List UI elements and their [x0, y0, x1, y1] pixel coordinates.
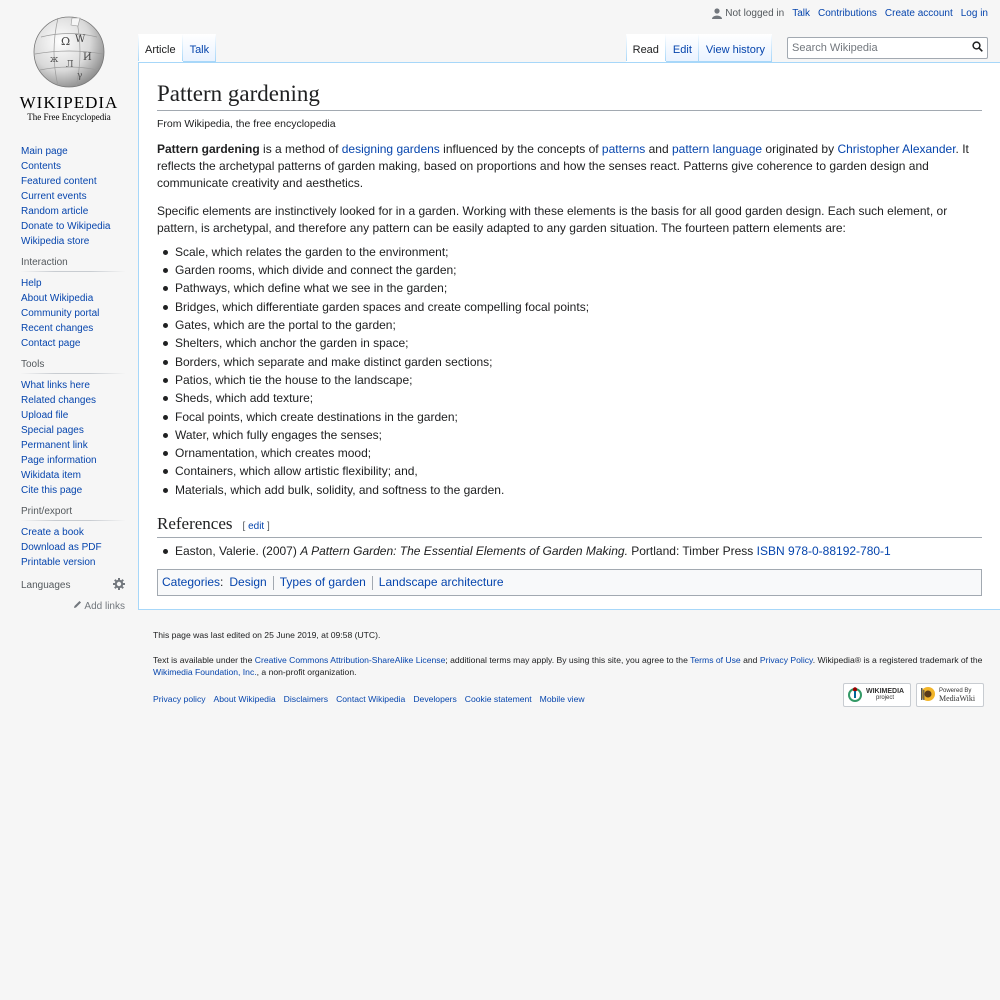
- intro-paragraph: [157, 141, 982, 192]
- list-item: Sheds, which add texture;: [175, 389, 982, 407]
- list-item: Focal points, which create destinations in the garden;: [175, 408, 982, 426]
- sidebar-item-related-changes[interactable]: Related changes: [21, 395, 97, 406]
- footer-link-cookie-statement[interactable]: Cookie statement: [464, 694, 532, 704]
- category-link-landscape-architecture[interactable]: Landscape architecture: [378, 575, 504, 590]
- link-christopher-alexander[interactable]: Christopher Alexander: [837, 141, 956, 156]
- list-item: Patios, which tie the house to the landscape;: [175, 371, 982, 389]
- footer-icons: [843, 683, 984, 707]
- sidebar-item-recent-changes[interactable]: Recent changes: [21, 323, 94, 334]
- sidebar-item-contact-page[interactable]: Contact page: [21, 338, 81, 349]
- tab-edit[interactable]: [666, 34, 699, 62]
- add-links-label: Add links: [84, 600, 125, 612]
- sidebar-tools: [21, 359, 125, 498]
- link-pattern-language[interactable]: pattern language: [671, 141, 763, 156]
- svg-text:Ω: Ω: [61, 35, 71, 48]
- search-icon: [972, 39, 983, 57]
- sidebar-item-printable-version[interactable]: Printable version: [21, 557, 96, 568]
- categories-colon: :: [220, 575, 224, 590]
- section-edit: [243, 518, 270, 535]
- log-in-link[interactable]: Log in: [960, 8, 988, 19]
- list-item: Garden rooms, which divide and connect the garden;: [175, 261, 982, 279]
- sidebar-item-about[interactable]: About Wikipedia: [21, 293, 94, 304]
- search-input[interactable]: [788, 42, 967, 54]
- footer-link-mobile-view[interactable]: Mobile view: [539, 694, 585, 704]
- intro-text: and: [645, 141, 672, 156]
- wikimedia-badge-text: [866, 688, 904, 702]
- sidebar-item-main-page[interactable]: Main page: [21, 146, 68, 157]
- list-item: Shelters, which anchor the garden in space;: [175, 334, 982, 352]
- svg-text:И: И: [83, 52, 92, 63]
- wikimedia-logo-icon: [847, 686, 863, 704]
- sidebar-item-contents[interactable]: Contents: [21, 161, 62, 172]
- svg-text:ж: ж: [50, 55, 59, 65]
- reference-item: [175, 542, 982, 560]
- main-content: [138, 62, 1000, 610]
- personal-tools: [712, 8, 988, 19]
- tab-edit-label: Edit: [672, 44, 692, 56]
- list-item: Gates, which are the portal to the garden;: [175, 316, 982, 334]
- list-item: Ornamentation, which creates mood;: [175, 444, 982, 462]
- intro-text: . It reflects the archetypal patterns of garden making, based on proportions and how the senses react. Patterns give coherence to garden design and communicate creativity and aesthetics.: [157, 141, 969, 190]
- sidebar-item-current-events[interactable]: Current events: [21, 191, 87, 202]
- add-links[interactable]: [21, 600, 125, 612]
- search-button[interactable]: [967, 38, 987, 58]
- link-patterns[interactable]: patterns: [601, 141, 646, 156]
- tab-view-history-label: View history: [705, 44, 765, 56]
- puzzle-globe-icon: [28, 12, 110, 93]
- tab-article-label: Article: [145, 44, 176, 56]
- sidebar-item-community-portal[interactable]: Community portal: [21, 308, 100, 319]
- tab-talk-label: Talk: [189, 44, 210, 56]
- intro-text: influenced by the concepts of: [439, 141, 602, 156]
- sidebar-tools-heading: Tools: [21, 359, 125, 374]
- tab-view-history[interactable]: [699, 34, 772, 62]
- search-box: [787, 37, 988, 59]
- sidebar-item-upload-file[interactable]: Upload file: [21, 410, 69, 421]
- intro-text: is a method of: [259, 141, 342, 156]
- list-item: Pathways, which define what we see in the garden;: [175, 279, 982, 297]
- page-title: Pattern gardening: [157, 79, 982, 111]
- sidebar-item-page-information[interactable]: Page information: [21, 455, 97, 466]
- sidebar-interaction-heading: Interaction: [21, 257, 125, 272]
- wikipedia-logo[interactable]: [0, 0, 138, 128]
- sidebar-item-featured-content[interactable]: Featured content: [21, 176, 97, 187]
- elements-paragraph: Specific elements are instinctively looked for in a garden. Working with these elements is the basis for all good garden design. Each such element, or pattern, is archetypal, and therefore any pattern can be easily adapted to any garden situation. The fourteen pattern elements are:: [157, 203, 948, 235]
- reference-title: A Pattern Garden: The Essential Elements of Garden Making.: [300, 544, 628, 559]
- wikimedia-foundation-link[interactable]: Wikimedia Foundation, Inc.: [153, 667, 257, 677]
- sidebar-navigation: [21, 144, 125, 249]
- footer-link-disclaimers[interactable]: Disclaimers: [283, 694, 329, 704]
- sidebar-languages: [21, 578, 125, 612]
- license-text-part: Text is available under the: [153, 655, 255, 665]
- mediawiki-sunflower-icon: [920, 686, 936, 704]
- sidebar-item-wikidata-item[interactable]: Wikidata item: [21, 470, 82, 481]
- article-body: [157, 141, 982, 596]
- site-subtitle: From Wikipedia, the free encyclopedia: [157, 117, 336, 130]
- privacy-policy-inline-link[interactable]: Privacy Policy: [759, 655, 813, 665]
- sidebar-item-store[interactable]: Wikipedia store: [21, 236, 90, 247]
- sidebar-languages-heading: [21, 578, 125, 596]
- category-divider: [273, 576, 274, 590]
- intro-bold-term: Pattern gardening: [157, 141, 260, 156]
- svg-text:γ: γ: [77, 71, 83, 81]
- reference-author: Easton, Valerie. (2007): [175, 544, 301, 559]
- references-list: [157, 542, 982, 560]
- intro-text: originated by: [762, 141, 838, 156]
- list-item: Containers, which allow artistic flexibility; and,: [175, 462, 982, 480]
- last-edited-text: This page was last edited on 25 June 2019, at 09:58 (UTC).: [153, 630, 381, 640]
- list-item: Borders, which separate and make distinct garden sections;: [175, 353, 982, 371]
- reference-publisher: Portland: Timber Press: [627, 544, 757, 559]
- footer-link-developers[interactable]: Developers: [413, 694, 457, 704]
- languages-heading-label: Languages: [21, 580, 71, 591]
- not-logged-in-text: Not logged in: [725, 8, 785, 19]
- sidebar-print-heading: Print/export: [21, 506, 125, 521]
- references-heading-label: References: [157, 514, 233, 534]
- edit-bracket-close: ]: [264, 521, 270, 533]
- sidebar-item-donate[interactable]: Donate to Wikipedia: [21, 221, 111, 232]
- view-tabs: [626, 34, 772, 62]
- tab-article[interactable]: [138, 34, 183, 62]
- sidebar-item-download-pdf[interactable]: Download as PDF: [21, 542, 102, 553]
- pattern-elements-list: [157, 243, 982, 499]
- pencil-icon: [73, 600, 82, 612]
- gear-icon[interactable]: [113, 578, 125, 593]
- sidebar-print-export: [21, 506, 125, 570]
- wikimedia-project-badge[interactable]: [843, 683, 911, 707]
- create-account-link[interactable]: Create account: [884, 8, 953, 19]
- tab-read[interactable]: [626, 34, 666, 62]
- list-item: Scale, which relates the garden to the environment;: [175, 243, 982, 261]
- talk-link[interactable]: Talk: [792, 8, 810, 19]
- footer-link-about[interactable]: About Wikipedia: [213, 694, 276, 704]
- terms-of-use-link[interactable]: Terms of Use: [690, 655, 741, 665]
- license-text-part: ; additional terms may apply. By using this site, you agree to the: [445, 655, 691, 665]
- sidebar-item-help[interactable]: Help: [21, 278, 42, 289]
- svg-text:W: W: [75, 34, 86, 45]
- sidebar-interaction: [21, 257, 125, 351]
- list-item: Materials, which add bulk, solidity, and softness to the garden.: [175, 481, 982, 499]
- license-text-part: and: [740, 655, 760, 665]
- references-heading: [157, 515, 982, 538]
- list-item: Bridges, which differentiate garden spaces and create compelling focal points;: [175, 298, 982, 316]
- sidebar-item-create-book[interactable]: Create a book: [21, 527, 84, 538]
- list-item: Water, which fully engages the senses;: [175, 426, 982, 444]
- powered-by-mediawiki-badge[interactable]: [916, 683, 984, 707]
- tab-talk[interactable]: [183, 34, 217, 62]
- sidebar-item-random-article[interactable]: Random article: [21, 206, 89, 217]
- category-link-design[interactable]: Design: [229, 575, 267, 590]
- namespace-tabs: [138, 34, 216, 62]
- category-links: [157, 569, 982, 596]
- cc-license-link[interactable]: Creative Commons Attribution-ShareAlike License: [254, 655, 446, 665]
- wikimedia-badge-line2: project: [876, 695, 895, 701]
- category-divider: [372, 576, 373, 590]
- reference-isbn-link[interactable]: ISBN 978-0-88192-780-1: [756, 544, 891, 559]
- license-text: [153, 654, 988, 678]
- user-icon: [712, 8, 722, 19]
- footer-link-privacy-policy[interactable]: Privacy policy: [153, 694, 206, 704]
- link-designing-gardens[interactable]: designing gardens: [341, 141, 440, 156]
- sidebar-item-what-links-here[interactable]: What links here: [21, 380, 90, 391]
- wikipedia-wordmark: WIKIPEDIA: [19, 93, 119, 112]
- sidebar-item-special-pages[interactable]: Special pages: [21, 425, 84, 436]
- edit-bracket-open: [: [242, 521, 249, 533]
- mediawiki-badge-text: [939, 688, 975, 702]
- svg-text:Л: Л: [66, 60, 74, 70]
- footer: [153, 630, 988, 704]
- mediawiki-badge-line2: MediaWiki: [939, 694, 976, 703]
- sidebar: [0, 142, 138, 620]
- contributions-link[interactable]: Contributions: [818, 8, 877, 19]
- sidebar-item-permanent-link[interactable]: Permanent link: [21, 440, 88, 451]
- license-text-part: , a non-profit organization.: [256, 667, 357, 677]
- tab-read-label: Read: [632, 44, 659, 56]
- categories-label-link[interactable]: Categories: [162, 575, 221, 590]
- sidebar-item-cite-this-page[interactable]: Cite this page: [21, 485, 83, 496]
- footer-link-contact[interactable]: Contact Wikipedia: [336, 694, 406, 704]
- mediawiki-badge-line1: Powered By: [939, 688, 972, 694]
- wikimedia-badge-line1: WIKIMEDIA: [866, 688, 905, 695]
- wikipedia-tagline: The Free Encyclopedia: [27, 112, 111, 122]
- category-link-types-of-garden[interactable]: Types of garden: [279, 575, 366, 590]
- license-text-part: . Wikipedia® is a registered trademark of the: [812, 655, 983, 665]
- references-edit-link[interactable]: edit: [248, 521, 265, 533]
